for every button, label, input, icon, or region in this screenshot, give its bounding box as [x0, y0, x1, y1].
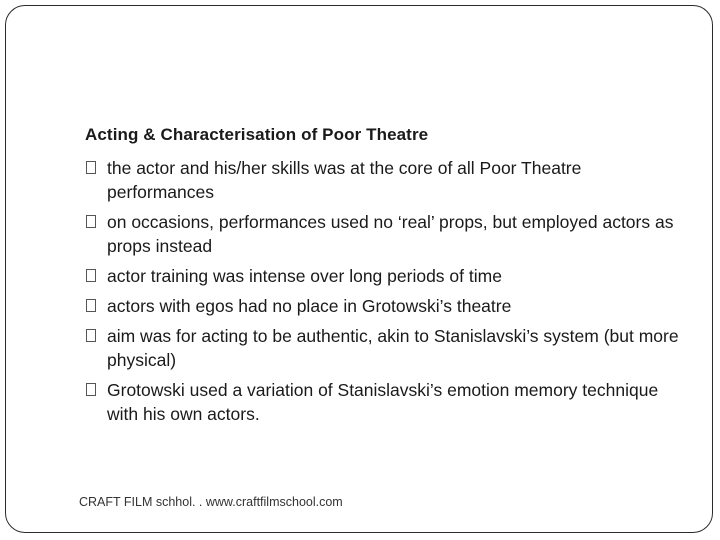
bullet-list: [85, 156, 685, 432]
bullet-item: [85, 294, 685, 318]
checkbox-square-icon: [86, 383, 96, 396]
checkbox-square-icon: [86, 299, 96, 312]
slide-title: Acting & Characterisation of Poor Theatre: [85, 125, 429, 144]
slide-frame: [5, 5, 713, 533]
slide-footer: CRAFT FILM schhol. . www.craftfilmschool.com: [79, 495, 343, 509]
bullet-item: [85, 378, 685, 426]
bullet-text: the actor and his/her skills was at the core of all Poor Theatre performances: [107, 158, 582, 202]
bullet-text: Grotowski used a variation of Stanislavski’s emotion memory technique with his own actors.: [107, 380, 659, 424]
bullet-text: actors with egos had no place in Grotowski’s theatre: [107, 296, 512, 316]
bullet-text: on occasions, performances used no ‘real’ props, but employed actors as props instead: [107, 212, 674, 256]
bullet-text: actor training was intense over long periods of time: [107, 266, 502, 286]
bullet-item: [85, 156, 685, 204]
checkbox-square-icon: [86, 161, 96, 174]
bullet-text: aim was for acting to be authentic, akin to Stanislavski’s system (but more physical): [107, 326, 679, 370]
bullet-item: [85, 210, 685, 258]
checkbox-square-icon: [86, 215, 96, 228]
checkbox-square-icon: [86, 329, 96, 342]
bullet-item: [85, 324, 685, 372]
bullet-item: [85, 264, 685, 288]
checkbox-square-icon: [86, 269, 96, 282]
